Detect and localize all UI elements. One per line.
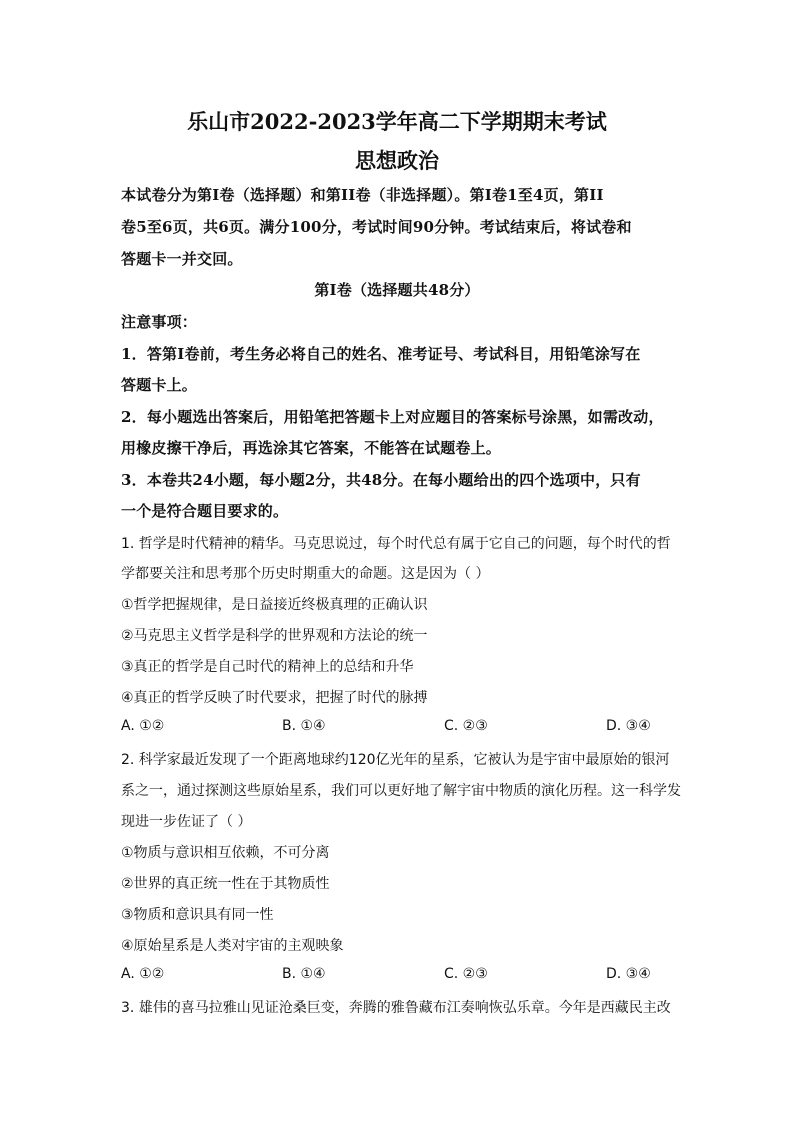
question-1-item: ④真正的哲学反映了时代要求，把握了时代的脉搏 [121, 690, 428, 706]
question-1-options [121, 718, 681, 738]
question-2-stem: 现进一步佐证了（ ） [121, 814, 252, 830]
option-c: C. ②③ [444, 718, 488, 734]
notes-line: 1．答第Ⅰ卷前，考生务必将自己的姓名、准考证号、考试科目，用铅笔涂写在 [121, 345, 641, 363]
question-1-stem: 1. 哲学是时代精神的精华。马克思说过，每个时代总有属于它自己的问题，每个时代的哲 [121, 536, 671, 552]
intro-line: 本试卷分为第Ⅰ卷（选择题）和第II卷（非选择题）。第Ⅰ卷1至4页，第II [121, 186, 604, 204]
notes-line: 答题卡上。 [121, 376, 198, 394]
intro-line: 答题卡一并交回。 [121, 250, 243, 268]
notes-line: 3．本卷共24小题，每小题2分，共48分。在每小题给出的四个选项中，只有 [121, 471, 641, 489]
question-1-item: ②马克思主义哲学是科学的世界观和方法论的统一 [121, 628, 428, 644]
question-1-stem: 学都要关注和思考那个历史时期重大的命题。这是因为（ ） [121, 566, 490, 582]
exam-title: 乐山市2022-2023学年高二下学期期末考试 [187, 109, 607, 134]
section-title: 第Ⅰ卷（选择题共48分） [314, 281, 480, 299]
question-1-item: ③真正的哲学是自己时代的精神上的总结和升华 [121, 659, 414, 675]
notes-line: 2．每小题选出答案后，用铅笔把答题卡上对应题目的答案标号涂黑，如需改动， [121, 408, 664, 426]
exam-subject: 思想政治 [355, 148, 439, 173]
intro-line: 卷5至6页，共6页。满分100分，考试时间90分钟。考试结束后，将试卷和 [121, 218, 632, 236]
question-2-item: ②世界的真正统一性在于其物质性 [121, 876, 330, 892]
option-a: A. ①② [121, 966, 165, 982]
question-2-options [121, 966, 681, 986]
option-a: A. ①② [121, 718, 165, 734]
option-b: B. ①④ [282, 966, 326, 982]
notes-line: 一个是符合题目要求的。 [121, 502, 289, 520]
question-1-item: ①哲学把握规律，是日益接近终极真理的正确认识 [121, 597, 428, 613]
question-3-stem: 3. 雄伟的喜马拉雅山见证沧桑巨变，奔腾的雅鲁藏布江奏响恢弘乐章。今年是西藏民主改 [121, 1000, 671, 1016]
question-2-item: ③物质和意识具有同一性 [121, 907, 274, 923]
question-2-stem: 2. 科学家最近发现了一个距离地球约120亿光年的星系，它被认为是宇宙中最原始的银河 [121, 752, 670, 768]
question-2-item: ①物质与意识相互依赖，不可分离 [121, 845, 330, 861]
option-b: B. ①④ [282, 718, 326, 734]
question-2-stem: 系之一，通过探测这些原始星系，我们可以更好地了解宇宙中物质的演化历程。这一科学发 [121, 783, 681, 799]
notes-heading: 注意事项： [121, 313, 198, 331]
question-2-item: ④原始星系是人类对宇宙的主观映象 [121, 938, 344, 954]
option-d: D. ③④ [606, 966, 651, 982]
option-c: C. ②③ [444, 966, 488, 982]
option-d: D. ③④ [606, 718, 651, 734]
notes-line: 用橡皮擦干净后，再选涂其它答案，不能答在试题卷上。 [121, 439, 502, 457]
